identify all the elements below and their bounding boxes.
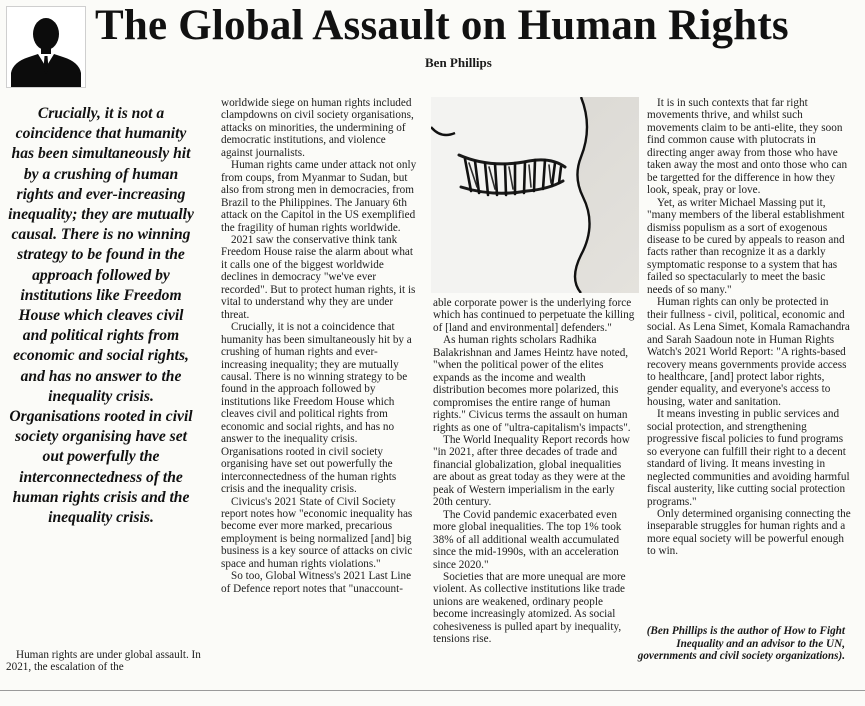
paragraph: Human rights are under global assault. In 2021, the escalation of the [6, 649, 201, 674]
article-headline: The Global Assault on Human Rights [95, 2, 789, 49]
sewn-mouth-illustration [431, 97, 639, 293]
paragraph: Crucially, it is not a coincidence that humanity has been simultaneously hit by a crushing of human rights and ever-increasing inequality; they are mutually causal. There is no winning strategy to be found in the approach followed by institutions like Freedom House which cleaves civil and political rights from economic and social rights, and has no answer to the inequality crisis. Organisations rooted in civil society organising have set out powerfully the interconnectedness of the human rights crisis and the inequality crisis. [221, 321, 412, 496]
paragraph: worldwide siege on human rights included clampdowns on civil society organisations, attacks on minorities, the undermining of democratic institutions, and violence against journalists. [221, 97, 414, 159]
paragraph: 2021 saw the conservative think tank Freedom House raise the alarm about what it calls one of the biggest worldwide declines in democracy "we've ever recorded". But to protect human rights, it is vital to understand why they are under threat. [221, 233, 416, 321]
column-2 [221, 97, 417, 595]
column-4 [647, 97, 851, 558]
paragraph: Societies that are more unequal are more violent. As collective institutions like trade unions are weakened, ordinary people become increasingly atomized. As social cohesiveness is pulled apart by inequality, tensions rise. [433, 570, 626, 646]
author-bio: (Ben Phillips is the author of How to Fight Inequality and an advisor to the UN, governments and civil society organizations). [637, 625, 845, 663]
bottom-divider [0, 690, 865, 691]
author-avatar [6, 6, 86, 88]
article-byline: Ben Phillips [425, 55, 492, 70]
paragraph: Civicus's 2021 State of Civil Society report notes how "economic inequality has become ever more marked, precarious employment is being normalized [and] big business is a key source of attacks on civic space and human rights violations." [221, 495, 413, 570]
column-3 [433, 297, 637, 646]
paragraph: It means investing in public services and social protection, and strengthening progressive fiscal policies to fund programs so everyone can fulfill their right to a decent standard of living. It means investing in neglected communities and avoiding harmful fiscal austerity, like cutting social protection programs." [647, 408, 850, 508]
paragraph: Human rights came under attack not only from coups, from Myanmar to Sudan, but also from strong men in democracies, from Brazil to the Philippines. The January 6th attack on the Capitol in the US exemplified the fragility of human rights worldwide. [221, 159, 417, 234]
paragraph: As human rights scholars Radhika Balakrishnan and James Heintz have noted, "when the political power of the elites expands as the income and wealth distribution becomes more polarized, this compromises the entire range of human rights." Civicus terms the assault on human rights as one of "ultra-capitalism's impacts". [433, 334, 631, 434]
pull-quote: Crucially, it is not a coincidence that humanity has been simultaneously hit by a crushing of human rights and ever-increasing inequality; they are mutually causal. There is no winning strategy to be found in the approach followed by institutions like Freedom House which cleaves civil and political rights from economic and social rights, and has no answer to the inequality crisis. Organisations rooted in civil society organising have set out powerfully the interconnectedness of the human rights crisis and the inequality crisis. [8, 105, 194, 527]
paragraph: Yet, as writer Michael Massing put it, "many members of the liberal establishment dismiss populism as a sort of exogenous disease to be cured by appeals to reason and facts rather than recognize it as a darkly symptomatic response to a system that has failed so spectacularly to meet the basic needs of so many." [647, 196, 845, 296]
paragraph: The Covid pandemic exacerbated even more global inequalities. The top 1% took 38% of all additional wealth accumulated since the mid-1990s, with an acceleration since 2020." [433, 508, 622, 571]
paragraph: It is in such contexts that far right movements thrive, and whilst such movements claim to be anti-elite, they soon find common cause with plutocrats in directing anger away from those who have taken away the most and onto those who can be targetted for the difference in how they look, speak, pray or love. [647, 97, 848, 197]
paragraph: Only determined organising connecting the inseparable struggles for human rights and a more equal society will be powerful enough to win. [647, 507, 851, 558]
paragraph: So too, Global Witness's 2021 Last Line of Defence report notes that "unaccount- [221, 570, 412, 595]
paragraph: Human rights can only be protected in their fullness - civil, political, economic and social. As Lena Simet, Komala Ramachandra and Sarah Saadoun note in Human Rights Watch's 2021 World Report: "A rights-based recovery means governments provide access to healthcare, [and] protect labor rights, gender equality, and everyone's access to housing, water and sanitation. [647, 296, 850, 408]
paragraph: able corporate power is the underlying force which has continued to perpetuate the killing of [land and environmental] defenders." [433, 297, 635, 334]
person-silhouette-icon [7, 7, 85, 87]
column-1 [6, 649, 202, 674]
paragraph: The World Inequality Report records how "in 2021, after three decades of trade and financial globalization, global inequalities are about as great today as they were at the peak of Western imperialism in the early 20th century. [433, 433, 630, 509]
